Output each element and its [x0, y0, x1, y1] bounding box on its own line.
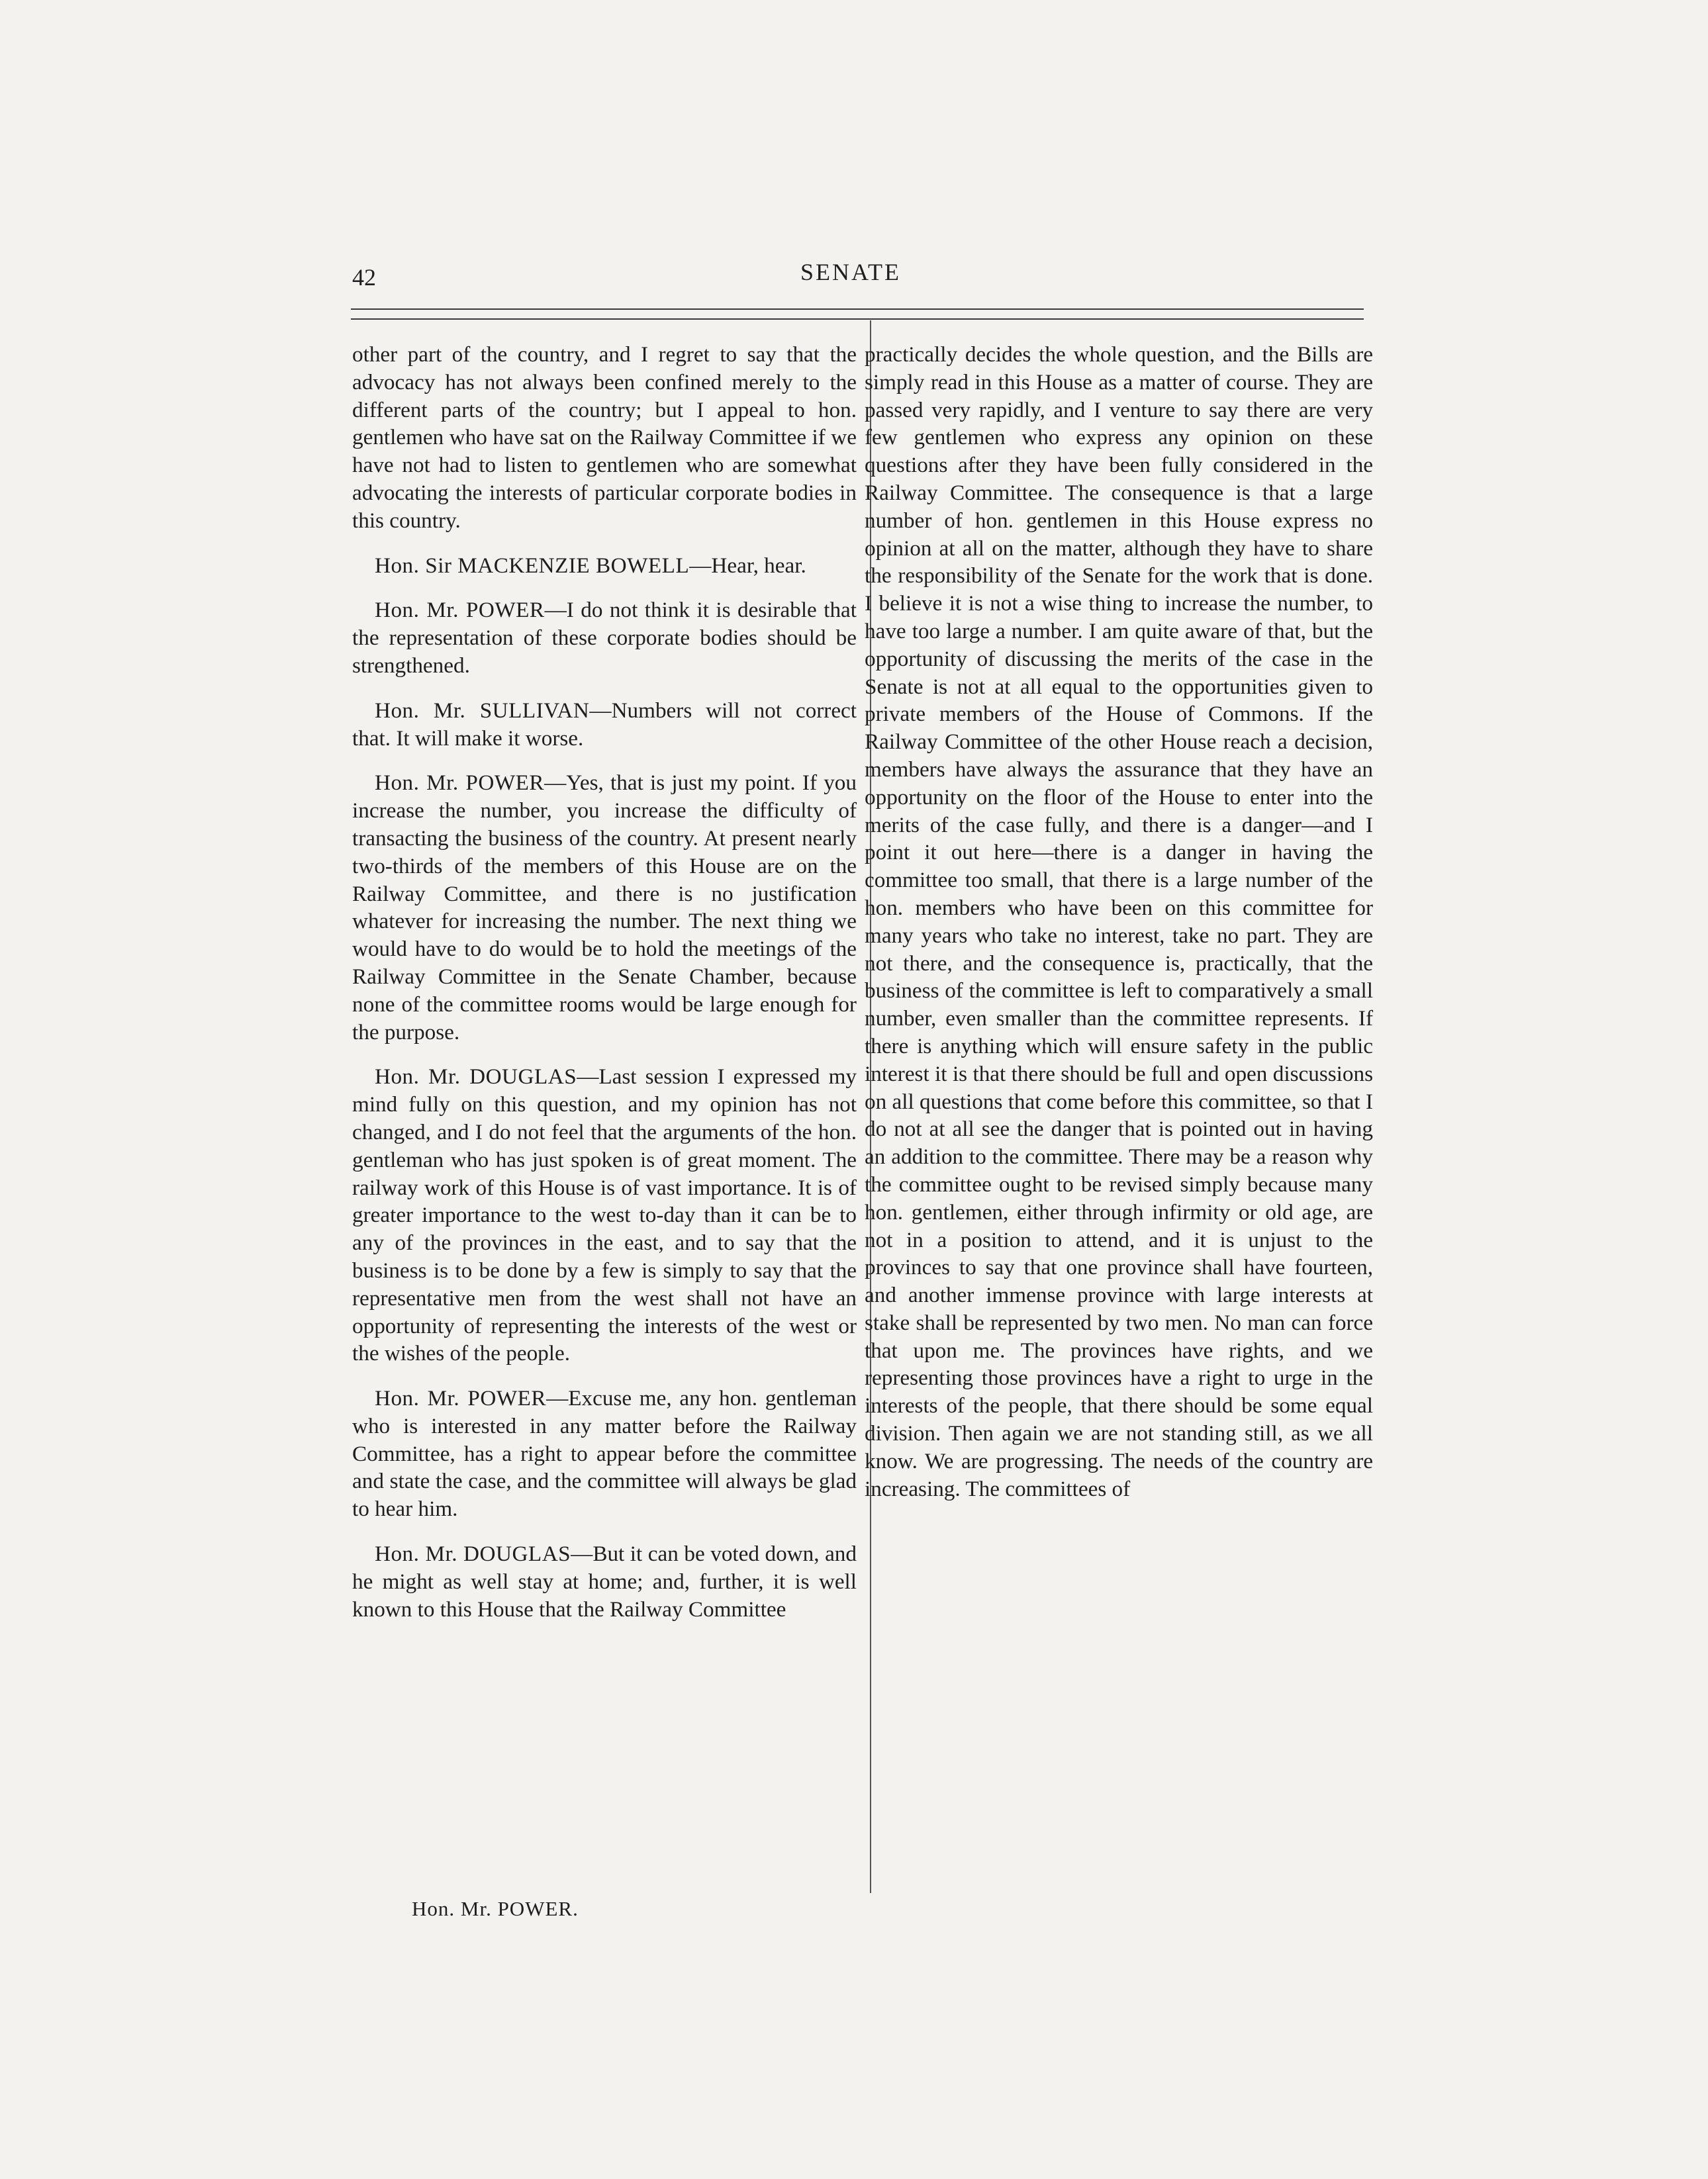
speaker-name: Hon. Mr. POWER: [375, 770, 545, 796]
paragraph-text: other part of the country, and I regret to say that the advocacy has not always been confined merely to the different parts of the country; but I appeal to hon. gentlemen who have sat on the Railway Committee if we have not had to listen to gentlemen who are somewhat advocating the interests of particular corporate bodies in this country.: [352, 342, 857, 533]
paragraph: [865, 341, 1373, 1503]
speech-paragraph: [352, 1385, 857, 1523]
paragraph-text: —Numbers will not correct that. It will make it worse.: [352, 698, 857, 751]
speech-paragraph: [352, 697, 857, 753]
header-rule-bottom: [351, 318, 1364, 320]
paragraph-text: —Yes, that is just my point. If you increase the number, you increase the difficulty of transacting the business of the country. At present nearly two-thirds of the members of this House are on the Railway Committee, and there is no justification whatever for increasing the number. The next thing we would have to do would be to hold the meetings of the Railway Committee in the Senate Chamber, because none of the committee rooms would be large enough for the purpose.: [352, 770, 857, 1044]
speech-paragraph: [352, 552, 857, 580]
header-rule-top: [351, 308, 1364, 310]
speaker-name: Hon. Mr. DOUGLAS: [375, 1542, 571, 1567]
speaker-name: Hon. Mr. POWER: [375, 598, 545, 623]
paragraph-text: practically decides the whole question, and the Bills are simply read in this House as a matter of course. They are passed very rapidly, and I venture to say there are very few gentlemen who express any opinion on these questions after they have been fully considered in the Railway Committee. The consequence is that a large number of hon. gentlemen in this House express no opinion at all on the matter, although they have to share the responsibility of the Senate for the work that is done. I believe it is not a wise thing to increase the number, to have too large a number. I am quite aware of that, but the opportunity of discussing the merits of the case in the Senate is not at all equal to the opportunities given to private members of the House of Commons. If the Railway Committee of the other House reach a decision, members have always the assurance that they have an opportunity on the floor of the House to enter into the merits of the case fully, and there is a danger—and I point it out here—there is a danger in having the committee too small, that there is a large number of the hon. members who have been on this committee for many years who take no interest, take no part. They are not there, and the consequence is, practically, that the business of the committee is left to comparatively a small number, even smaller than the committee represents. If there is anything which will ensure safety in the public interest it is that there should be full and open discussions on all questions that come before this committee, so that I do not at all see the danger that is pointed out in having an addition to the committee. There may be a reason why the committee ought to be revised simply because many hon. gentlemen, either through infirmity or old age, are not in a position to attend, and it is unjust to the provinces to say that one province shall have fourteen, and another immense province with large interests at stake shall be represented by two men. No man can force that upon me. The provinces have rights, and we representing those provinces have a right to urge in the interests of the people, that there should be some equal division. Then again we are not standing still, as we all know. We are progressing. The needs of the country are increasing. The committees of: [865, 342, 1373, 1501]
speech-paragraph: [352, 1540, 857, 1623]
speaker-name: Hon. Mr. DOUGLAS: [375, 1064, 577, 1090]
paragraph-text: —I do not think it is desirable that the representation of these corporate bodies should be strengthened.: [352, 598, 857, 678]
speech-paragraph: [352, 596, 857, 679]
speaker-name: Hon. Sir MACKENZIE BOWELL: [375, 553, 690, 578]
running-head: SENATE: [800, 259, 901, 285]
left-column: [352, 341, 857, 1640]
paragraph-text: —But it can be voted down, and he might as well stay at home; and, further, it is well known to this House that the Railway Committee: [352, 1542, 857, 1622]
paragraph-text: —Hear, hear.: [689, 553, 806, 578]
page-number: 42: [352, 264, 376, 291]
speaker-name: Hon. Mr. SULLIVAN: [375, 698, 590, 723]
paragraph: [352, 341, 857, 535]
speaker-name: Hon. Mr. POWER: [375, 1386, 547, 1411]
footer-speaker-reference: Hon. Mr. POWER.: [412, 1897, 579, 1920]
speech-paragraph: [352, 769, 857, 1046]
paragraph-text: —Last session I expressed my mind fully on this question, and my opinion has not changed, and I do not feel that the arguments of the hon. gentleman who has just spoken is of great moment. The railway work of this House is of vast importance. It is of greater importance to the west to-day than it can be to any of the provinces in the east, and to say that the business is to be done by a few is simply to say that the representative men from the west shall not have an opportunity of representing the interests of the west or the wishes of the people.: [352, 1064, 857, 1366]
right-column: [865, 341, 1373, 1520]
paragraph-text: —Excuse me, any hon. gentleman who is interested in any matter before the Railway Committee, has a right to appear before the committee and state the case, and the committee will always be glad to hear him.: [352, 1386, 857, 1522]
speech-paragraph: [352, 1063, 857, 1368]
